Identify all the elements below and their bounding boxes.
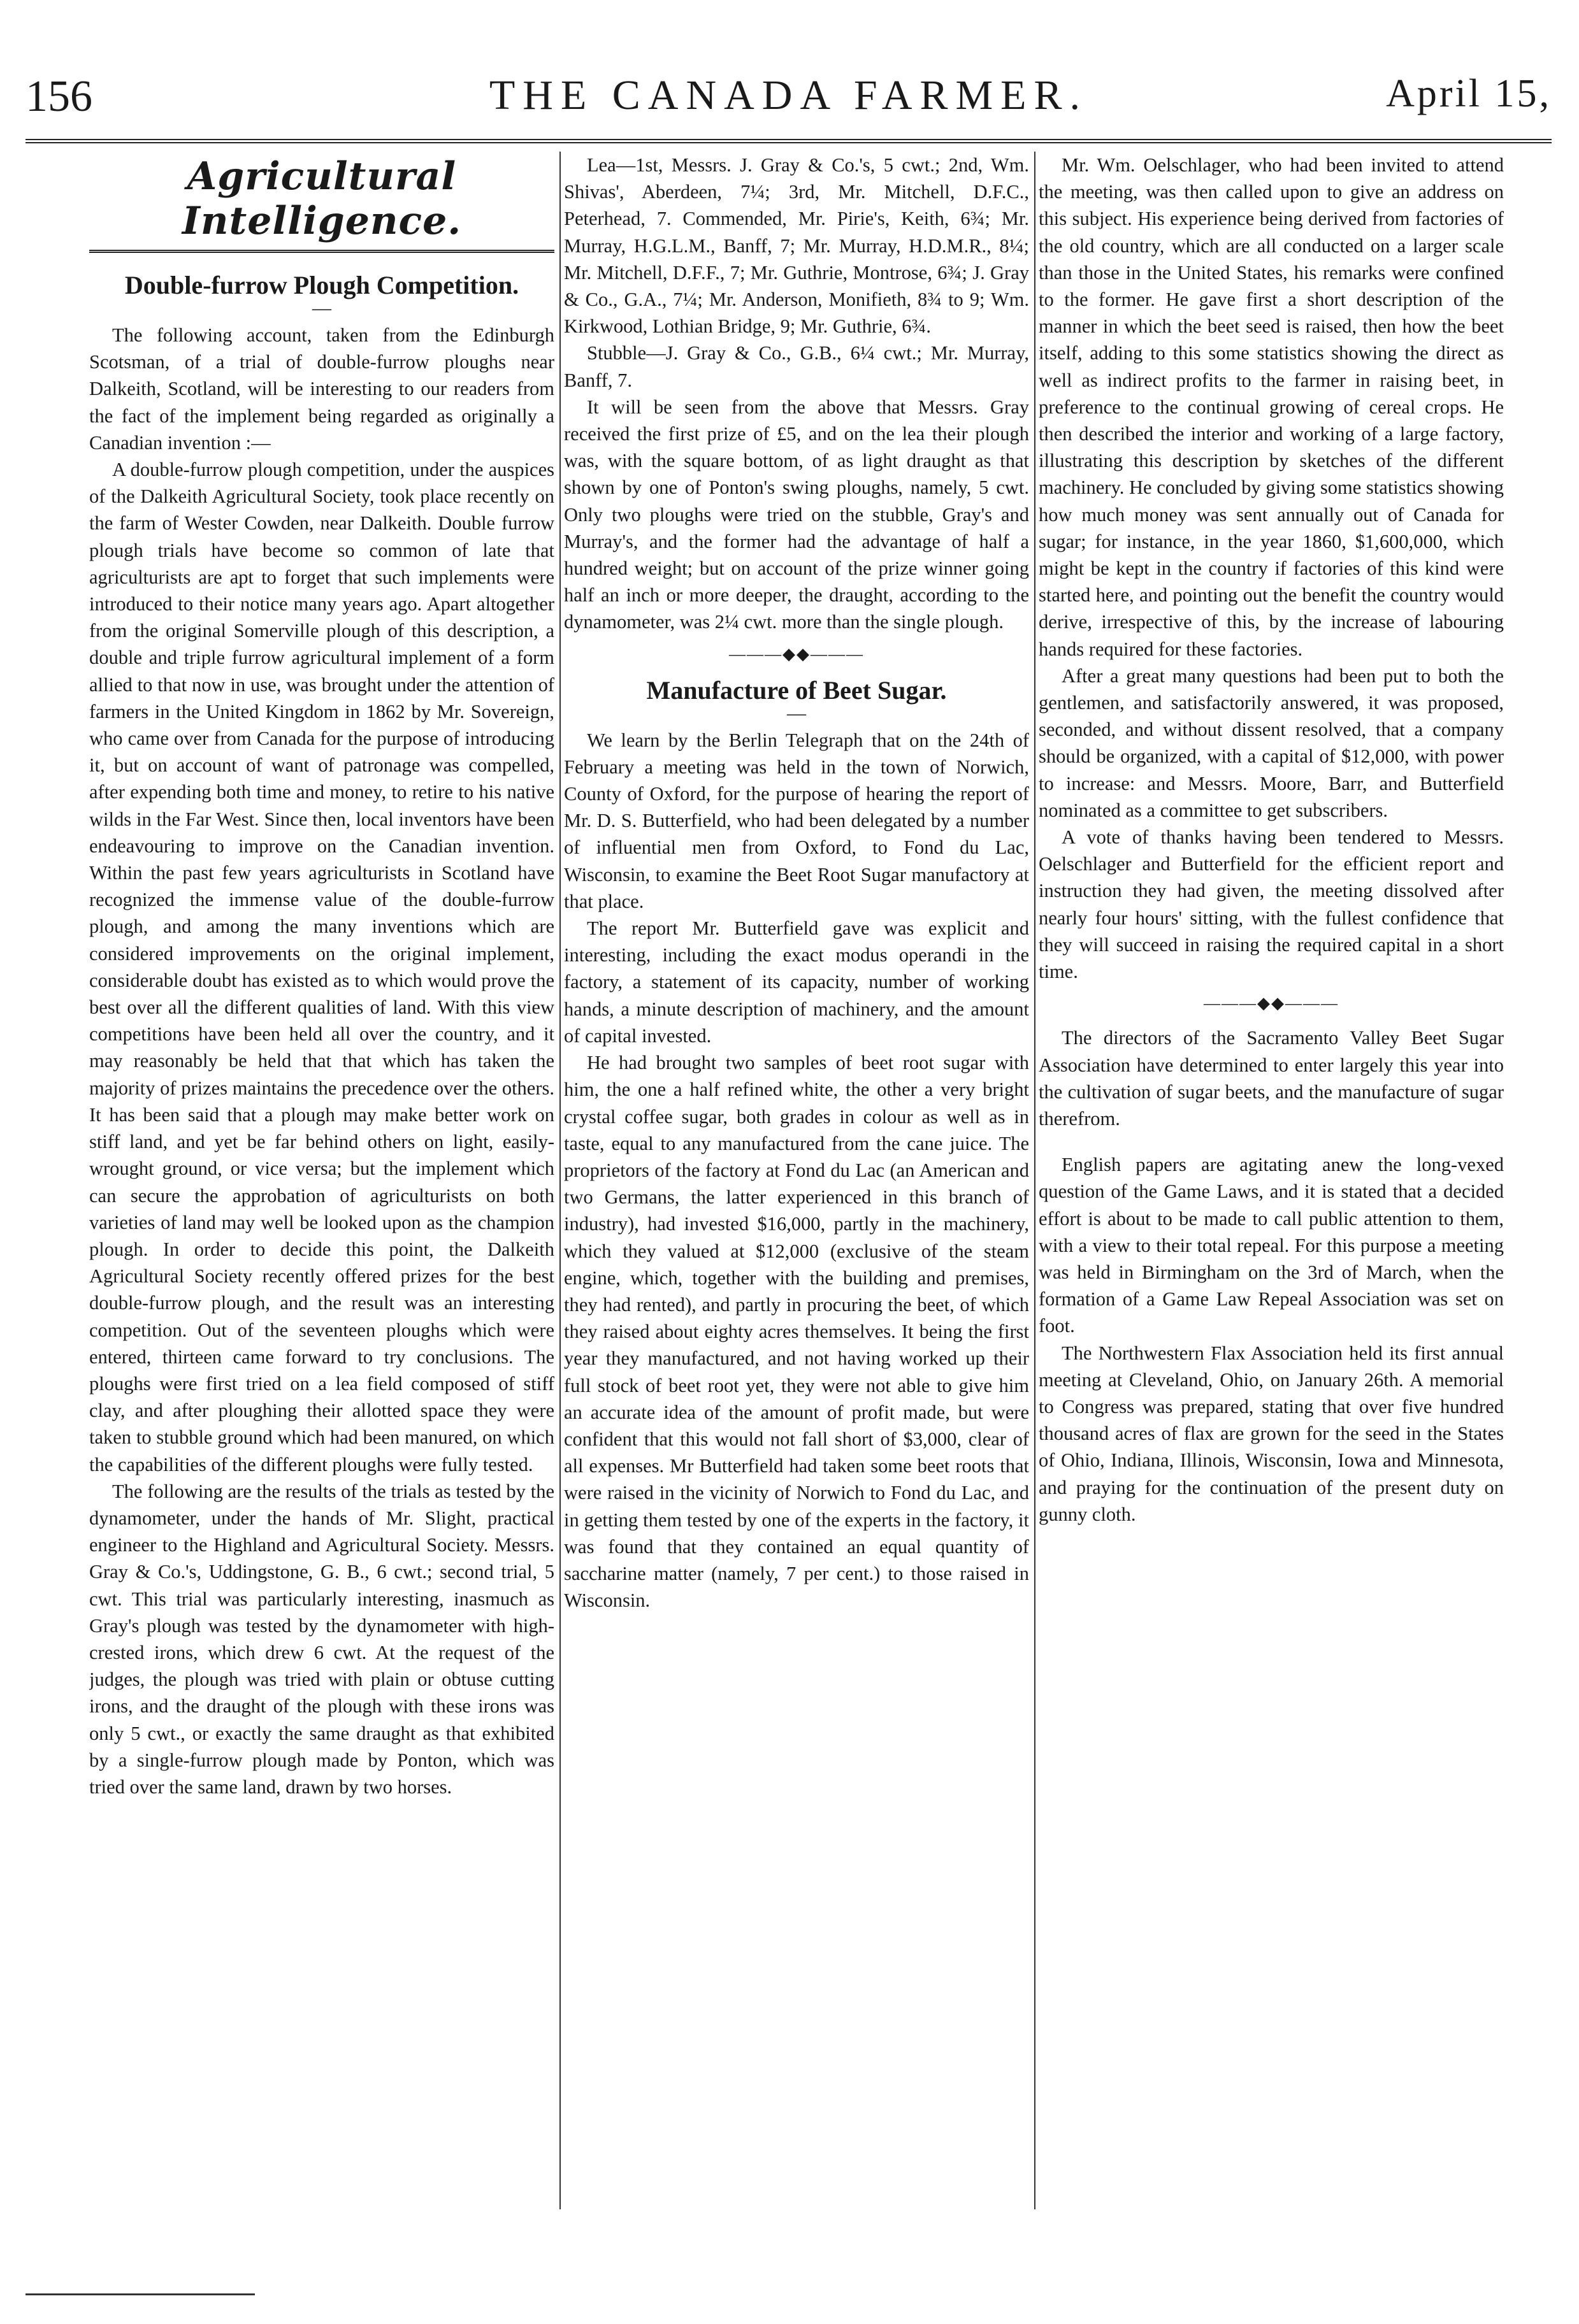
column-2: [564, 152, 1029, 2260]
ornamental-divider: ———◆◆———: [729, 644, 864, 663]
column-divider: [1034, 152, 1035, 2209]
article-paragraph: The following are the results of the trials as tested by the dynamometer, under the hands of Mr. Slight, practical engineer to the Highland and Agricultural Society. Messrs. Gray & Co.'s, Uddingstone, G. B., 6 cwt.; second trial, 5 cwt. This trial was particularly interesting, inasmuch as Gray's plough was tested by the dynamometer with high-crested irons, which drew 6 cwt. At the request of the judges, the plough was tried with plain or obtuse cutting irons, and the draught of the plough with these irons was only 5 cwt., or exactly the same draught as that exhibited by a single-furrow plough made by Ponton, which was tried over the same land, drawn by two horses.: [89, 1480, 554, 1798]
article-paragraph: The following account, taken from the Edinburgh Scotsman, of a trial of double-furrow ploughs near Dalkeith, Scotland, will be interesting to our readers from the fact of the implement being regarded as originally a Canadian invention :—: [89, 324, 554, 454]
column-3: [1039, 152, 1504, 2260]
column-1: [89, 152, 554, 2260]
header-rule: [25, 139, 1552, 146]
article-title: Double-furrow Plough Competition.: [124, 271, 519, 299]
section-rule: [89, 250, 554, 255]
article-paragraph: Lea—1st, Messrs. J. Gray & Co.'s, 5 cwt.; 2nd, Wm. Shivas', Aberdeen, 7¼; 3rd, Mr. Mitchell, D.F.C., Peterhead, 7. Commended, Mr. Pirie's, Keith, 6¾; Mr. Murray, H.G.L.M., Banff, 7; Mr. Murray, H.D.M.R., 8¼; Mr. Mitchell, D.F.F., 7; Mr. Guthrie, Montrose, 6¾; J. Gray & Co., G.A., 7¼; Mr. Anderson, Monifieth, 8¾ to 9; Wm. Kirkwood, Lothian Bridge, 9; Mr. Guthrie, 6¾.: [564, 154, 1029, 338]
article-paragraph: Stubble—J. Gray & Co., G.B., 6¼ cwt.; Mr. Murray, Banff, 7.: [564, 342, 1029, 391]
page-number: 156: [25, 72, 92, 121]
article-paragraph: English papers are agitating anew the long-vexed question of the Game Laws, and it is stated that a decided effort is about to be made to call public attention to them, with a view to their total repeal. For this purpose a meeting was held in Birmingham on the 3rd of March, when the formation of a Game Law Repeal Association was set on foot.: [1039, 1154, 1504, 1337]
article-paragraph: He had brought two samples of beet root sugar with him, the one a half refined white, the other a very bright crystal coffee sugar, both grades in colour as well as in taste, equal to any manufactured from the cane juice. The proprietors of the factory at Fond du Lac (an American and two Germans, the latter experienced in this branch of industry), had invested $16,000, partly in the machinery, which they valued at $12,000 (exclusive of the steam engine, which, together with the building and premises, they had rented), and partly in procuring the beet, of which they raised about eighty acres themselves. It being the first year they manufactured, and not having worked up their full stock of beet root yet, they were not able to give him an accurate idea of the amount of profit made, but were confident that this would not fall short of $3,000, clear of all expenses. Mr Butterfield had taken some beet roots that were raised in the vicinity of Norwich to Fond du Lac, and in getting them tested by one of the experts in the factory, it was found that they contained an equal quantity of saccharine matter (namely, 7 per cent.) to those raised in Wisconsin.: [564, 1052, 1029, 1612]
page-header: [25, 71, 1552, 133]
article-paragraph: Mr. Wm. Oelschlager, who had been invited to attend the meeting, was then called upon to give an address on this subject. His experience being derived from factories of the old country, which are all conducted on a larger scale than those in the United States, his remarks were confined to the former. He gave first a short description of the manner in which the beet seed is raised, then how the beet itself, adding to this some statistics showing the direct as well as indirect profits to the farmer in raising beet, in preference to the continual growing of cereal crops. He then described the interior and working of a large factory, illustrating this description by sketches of the different machinery. He concluded by giving some statistics showing how much money was sent annually out of Canada for sugar; for instance, in the year 1860, $1,600,000, which might be kept in the country if factories of this kind were started here, and pointing out the benefit the country would derive, irrespective of this, by the increase of labouring hands required for these factories.: [1039, 154, 1504, 660]
title-dash: —: [787, 702, 806, 724]
article-paragraph: The directors of the Sacramento Valley Beet Sugar Association have determined to enter largely this year into the cultivation of sugar beets, and the manufacture of sugar therefrom.: [1039, 1027, 1504, 1130]
article-title: Manufacture of Beet Sugar.: [646, 675, 947, 705]
article-paragraph: After a great many questions had been put to both the gentlemen, and satisfactorily answered, it was proposed, seconded, and without dissent resolved, that a company should be organized, with a capital of $12,000, with power to increase: and Messrs. Moore, Barr, and Butterfield nominated as a committee to get subscribers.: [1039, 664, 1504, 821]
column-divider: [559, 152, 561, 2209]
issue-date: April 15,: [1386, 72, 1552, 115]
title-dash: —: [312, 298, 331, 319]
article-paragraph: It will be seen from the above that Messrs. Gray received the first prize of £5, and on the lea their plough was, with the square bottom, of as light draught as that shown by one of Ponton's swing ploughs, namely, 5 cwt. Only two ploughs were tried on the stubble, Gray's and Murray's, and the former had the advantage of half a hundred weight; but on account of the prize winner going half an inch or more deeper, the draught, according to the dynamometer, was 2¼ cwt. more than the single plough.: [564, 396, 1029, 633]
newspaper-title: THE CANADA FARMER.: [489, 72, 1088, 118]
ornamental-divider: ———◆◆———: [1204, 994, 1339, 1013]
article-paragraph: A vote of thanks having been tendered to Messrs. Oelschlager and Butterfield for the efficient report and instruction they had given, the meeting dissolved after nearly four hours' sitting, with the fullest confidence that they will succeed in raising the required capital in a short time.: [1039, 826, 1504, 983]
article-paragraph: The Northwestern Flax Association held its first annual meeting at Cleveland, Ohio, on January 26th. A memorial to Congress was prepared, stating that over five hundred thousand acres of flax are grown for the seed in the States of Ohio, Indiana, Illinois, Wisconsin, Iowa and Minnesota, and praying for the continuation of the present duty on gunny cloth.: [1039, 1342, 1504, 1525]
footer-rule: [25, 2293, 255, 2295]
section-title: Agricultural Intelligence.: [182, 154, 462, 243]
article-paragraph: The report Mr. Butterfield gave was explicit and interesting, including the exact modus operandi in the factory, a statement of its capacity, number of working hands, a minute description of machinery, and the amount of capital invested.: [564, 917, 1029, 1047]
article-paragraph: A double-furrow plough competition, under the auspices of the Dalkeith Agricultural Society, took place recently on the farm of Wester Cowden, near Dalkeith. Double furrow plough trials have become so common of late that agriculturists are apt to forget that such implements were introduced to their notice many years ago. Apart altogether from the original Somerville plough of this description, a double and triple furrow agricultural implement of a form allied to that now in use, was brought under the attention of farmers in the United Kingdom in 1862 by Mr. Sovereign, who came over from Canada for the purpose of introducing it, but on account of want of patronage was compelled, after expending both time and money, to retire to his native wilds in the Far West. Since then, local inventors have been endeavouring to improve on the Canadian invention. Within the past few years agriculturists in Scotland have recognized the immense value of the double-furrow plough, and among the many inventions which are considered improvements on the original implement, considerable doubt has existed as to which would prove the best over all the different qualities of land. With this view competitions have been held all over the country, and it may reasonably be held that that which has taken the majority of prizes maintains the precedence over the others. It has been said that a plough may make better work on stiff land, and yet be far behind others on light, easily-wrought ground, or vice versa; but the implement which can secure the approbation of agriculturists on both varieties of land may well be looked upon as the champion plough. In order to decide this point, the Dalkeith Agricultural Society recently offered prizes for the best double-furrow plough, and the result was an interesting competition. Out of the seventeen ploughs which were entered, thirteen came forward to try conclusions. The ploughs were first tried on a lea field composed of stiff clay, and after ploughing their allotted space they were taken to stubble ground which had been manured, on which the capabilities of the different ploughs were fully tested.: [89, 459, 554, 1475]
article-paragraph: We learn by the Berlin Telegraph that on the 24th of February a meeting was held in the town of Norwich, County of Oxford, for the purpose of hearing the report of Mr. D. S. Butterfield, who had been delegated by a number of influential men from Oxford, to Fond du Lac, Wisconsin, to examine the Beet Root Sugar manufactory at that place.: [564, 729, 1029, 912]
